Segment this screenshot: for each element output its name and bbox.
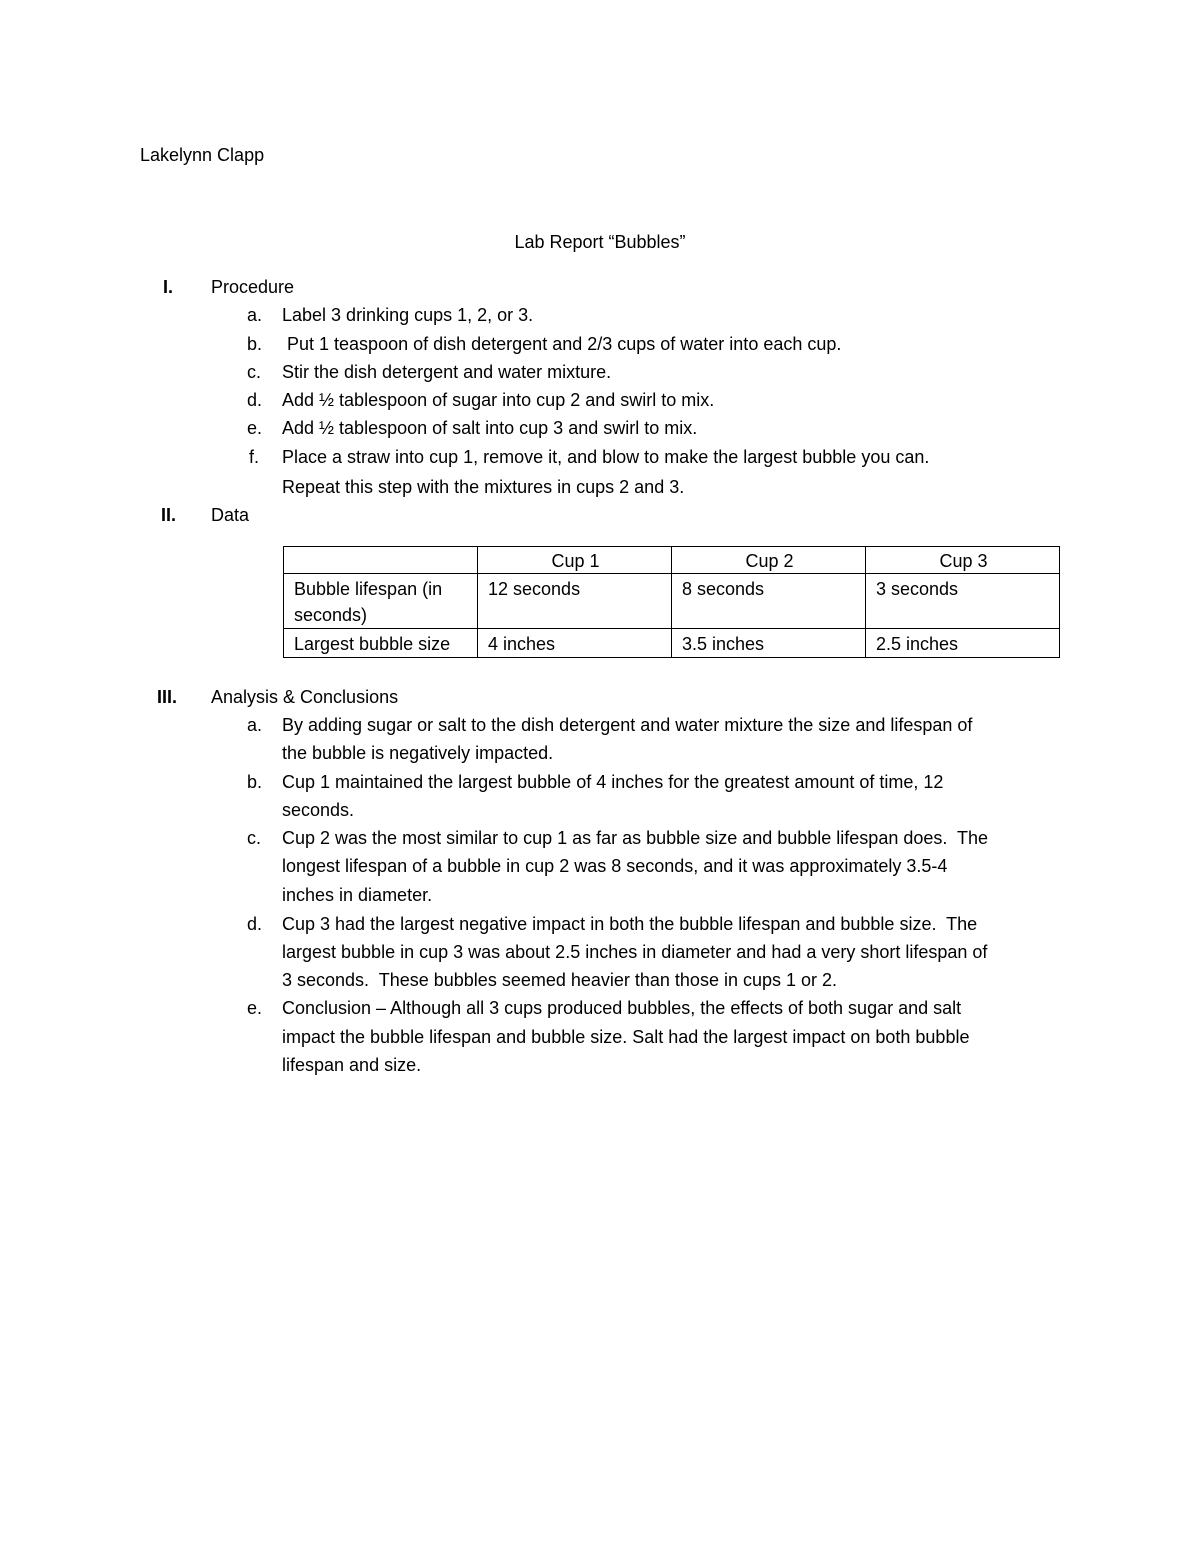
procedure-step: Place a straw into cup 1, remove it, and blow to make the largest bubble you can.: [282, 447, 930, 467]
procedure-step: Label 3 drinking cups 1, 2, or 3.: [282, 305, 534, 325]
conclusion-text: impact the bubble lifespan and bubble size. Salt had the largest impact on both bubble: [282, 1027, 970, 1047]
table-header-cell: Cup 1: [478, 547, 672, 574]
analysis-text: Cup 1 maintained the largest bubble of 4 inches for the greatest amount of time, 12: [282, 772, 944, 792]
table-cell: 3 seconds: [866, 574, 1060, 629]
table-header-cell: [284, 547, 478, 574]
section-numeral: III.: [157, 687, 178, 707]
procedure-step: Add ½ tablespoon of salt into cup 3 and swirl to mix.: [282, 418, 698, 438]
procedure-step: Stir the dish detergent and water mixture.: [282, 362, 612, 382]
section-numeral: I.: [163, 277, 174, 297]
table-cell: Bubble lifespan (in seconds): [284, 574, 478, 629]
table-row: [284, 574, 1060, 629]
conclusion-text: lifespan and size.: [282, 1055, 422, 1075]
analysis-text: By adding sugar or salt to the dish detergent and water mixture the size and lifespan of: [282, 715, 973, 735]
section-heading-data: Data: [211, 505, 250, 525]
data-table: [283, 546, 1060, 658]
list-item-letter: c.: [247, 362, 262, 382]
procedure-step-continued: Repeat this step with the mixtures in cups 2 and 3.: [282, 477, 685, 497]
author-name: Lakelynn Clapp: [140, 145, 265, 165]
list-item-letter: e.: [247, 998, 263, 1018]
table-cell: 3.5 inches: [672, 629, 866, 658]
list-item-letter: b.: [247, 772, 263, 792]
table-cell: 8 seconds: [672, 574, 866, 629]
section-heading-procedure: Procedure: [211, 277, 295, 297]
analysis-text: the bubble is negatively impacted.: [282, 743, 554, 763]
table-cell: 12 seconds: [478, 574, 672, 629]
list-item-letter: a.: [247, 305, 263, 325]
list-item-letter: d.: [247, 390, 263, 410]
table-cell: Largest bubble size: [284, 629, 478, 658]
section-numeral: II.: [161, 505, 177, 525]
table-cell: 2.5 inches: [866, 629, 1060, 658]
list-item-letter: b.: [247, 334, 263, 354]
table-header-cell: Cup 2: [672, 547, 866, 574]
report-title: Lab Report “Bubbles”: [514, 232, 686, 252]
analysis-text: seconds.: [282, 800, 355, 820]
list-item-letter: d.: [247, 914, 263, 934]
table-header-cell: Cup 3: [866, 547, 1060, 574]
procedure-step: Add ½ tablespoon of sugar into cup 2 and swirl to mix.: [282, 390, 715, 410]
list-item-letter: a.: [247, 715, 263, 735]
analysis-text: longest lifespan of a bubble in cup 2 was 8 seconds, and it was approximately 3.5-4: [282, 856, 948, 876]
table-cell: 4 inches: [478, 629, 672, 658]
analysis-text: Cup 2 was the most similar to cup 1 as far as bubble size and bubble lifespan does. The: [282, 828, 989, 848]
table-row: [284, 629, 1060, 658]
list-item-letter: e.: [247, 418, 263, 438]
list-item-letter: f.: [249, 447, 260, 467]
analysis-text: Cup 3 had the largest negative impact in both the bubble lifespan and bubble size. The: [282, 914, 978, 934]
analysis-text: inches in diameter.: [282, 885, 433, 905]
analysis-text: largest bubble in cup 3 was about 2.5 inches in diameter and had a very short lifespan of: [282, 942, 988, 962]
conclusion-text: Conclusion – Although all 3 cups produced bubbles, the effects of both sugar and salt: [282, 998, 962, 1018]
list-item-letter: c.: [247, 828, 262, 848]
analysis-text: 3 seconds. These bubbles seemed heavier than those in cups 1 or 2.: [282, 970, 838, 990]
procedure-step: Put 1 teaspoon of dish detergent and 2/3 cups of water into each cup.: [282, 334, 842, 354]
table-header-row: [284, 547, 1060, 574]
section-heading-analysis: Analysis & Conclusions: [211, 687, 399, 707]
